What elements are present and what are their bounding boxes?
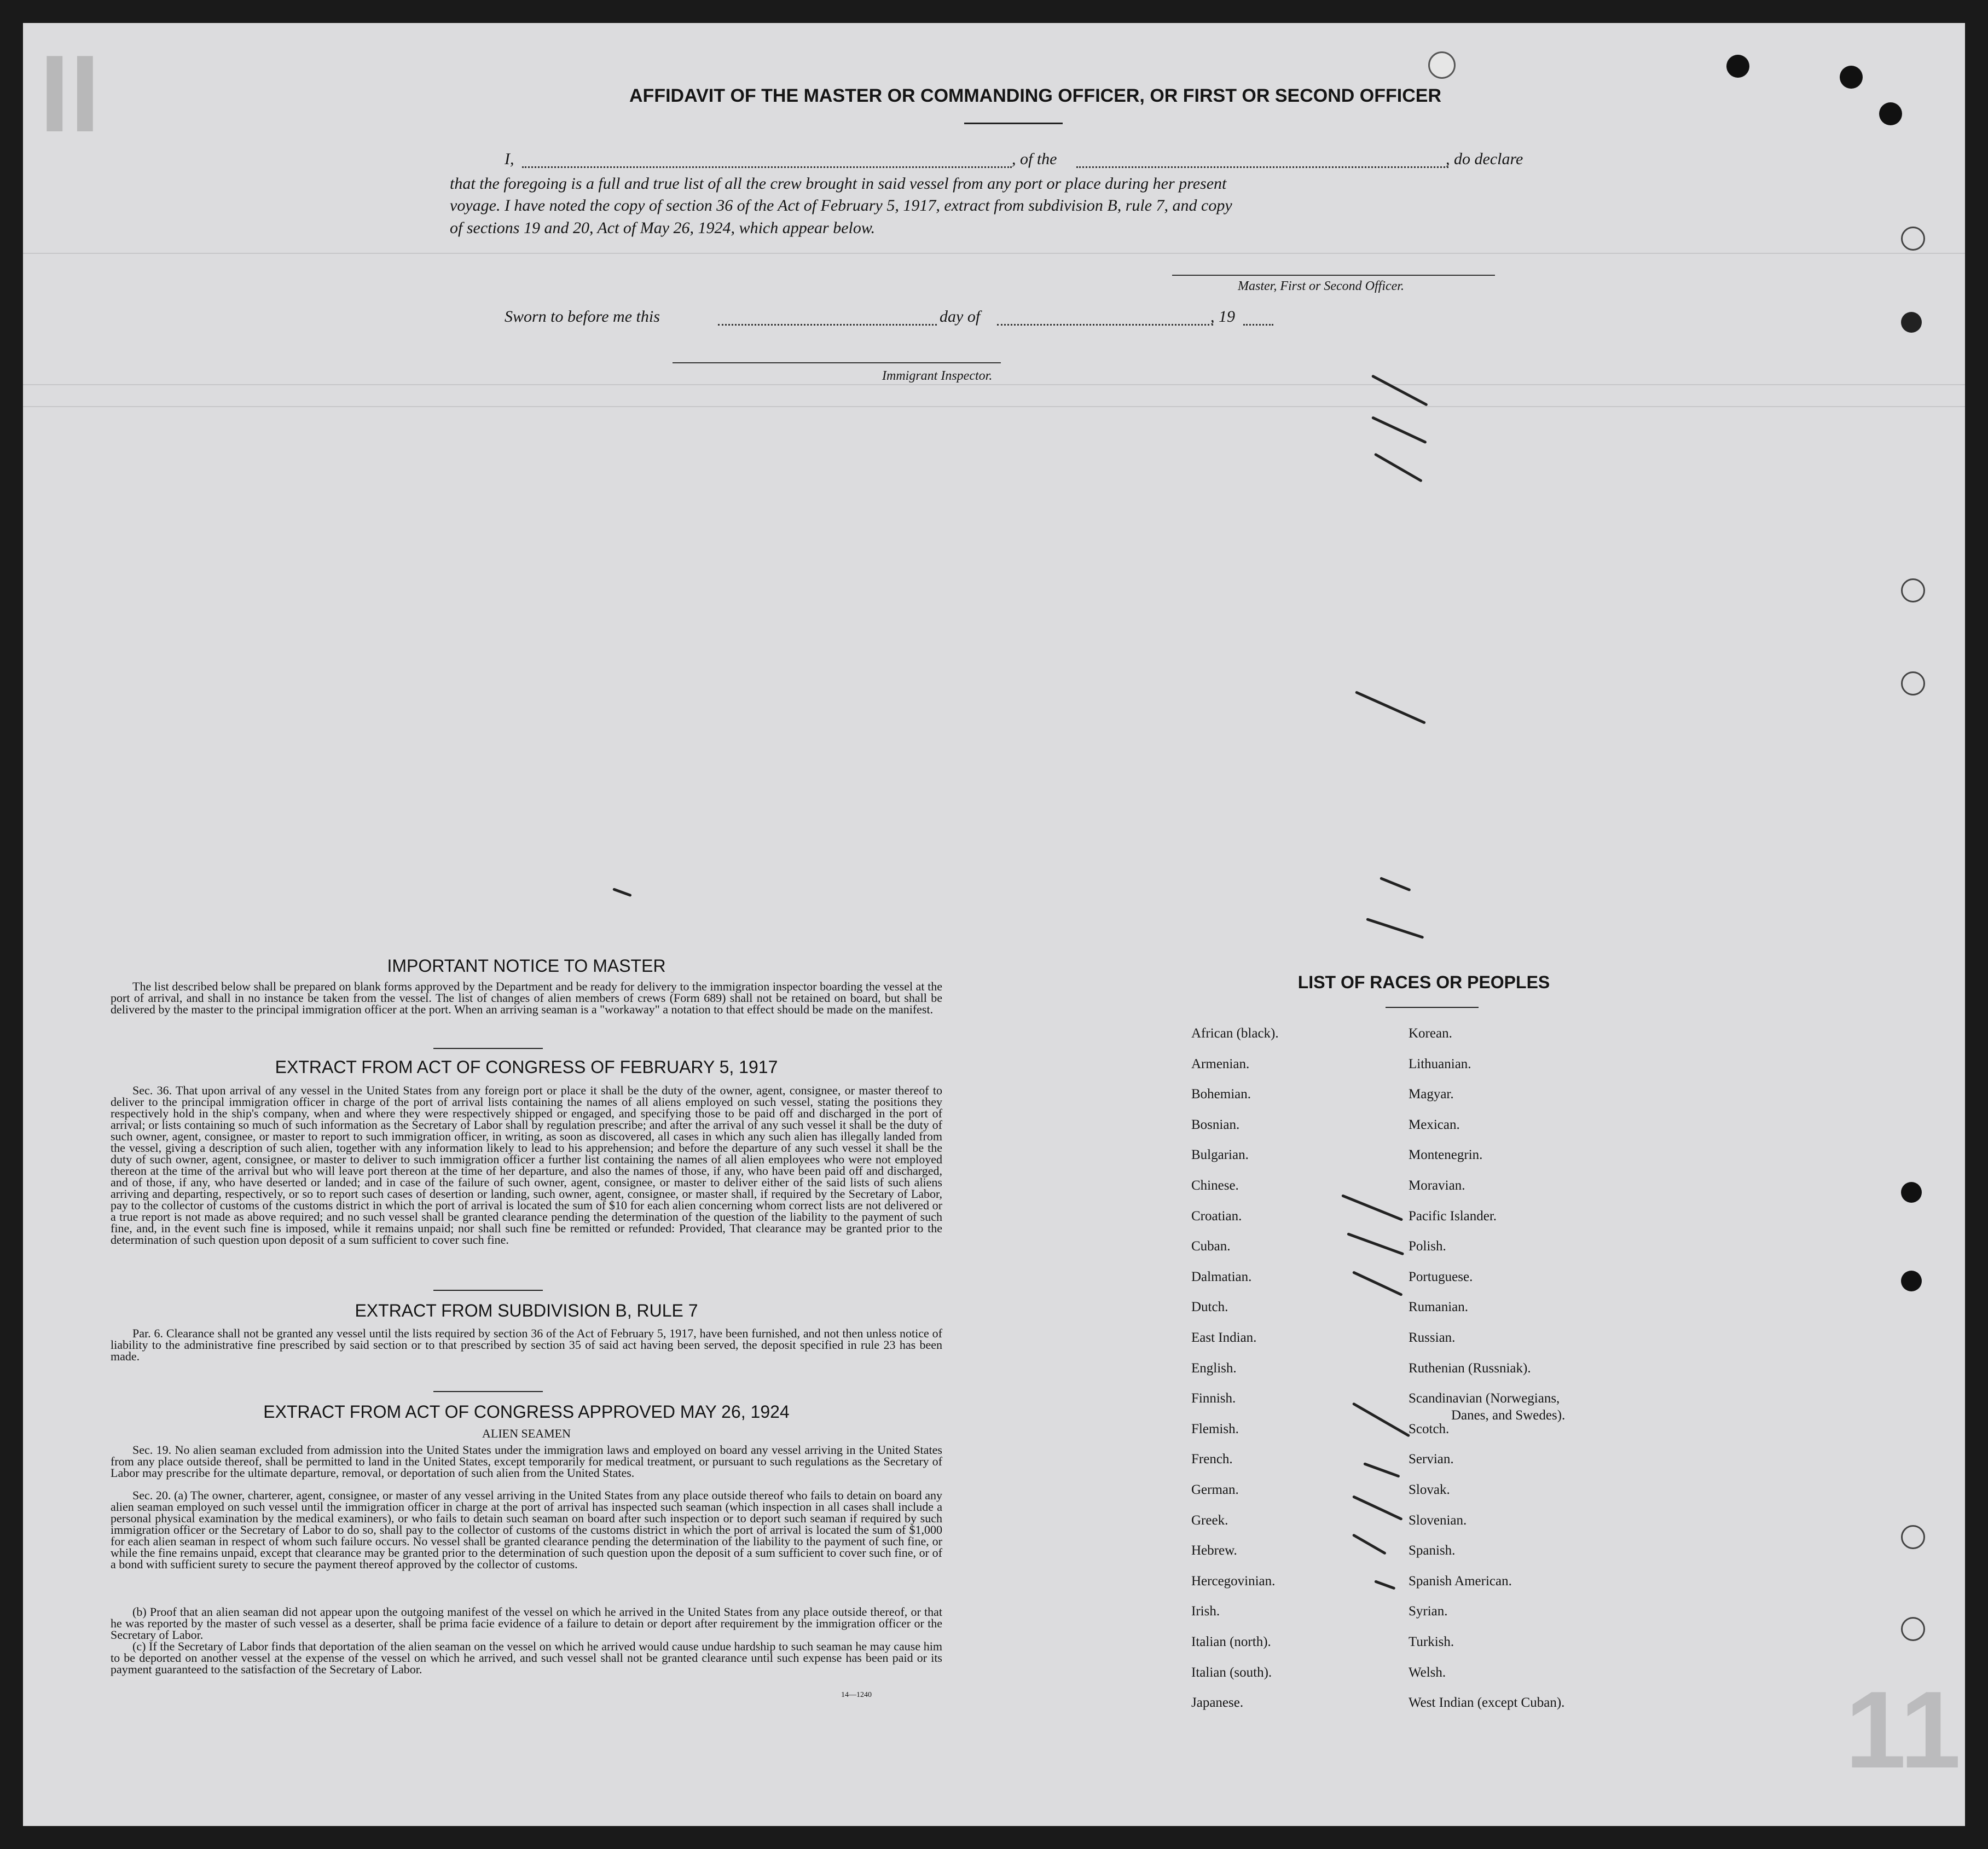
day-of-text: day of <box>940 308 981 326</box>
race-item: Ruthenian (Russniak). <box>1409 1361 1531 1376</box>
extract-1917-title: EXTRACT FROM ACT OF CONGRESS OF FEBRUARY 5, 1917 <box>275 1057 778 1077</box>
name-blank[interactable] <box>522 166 1012 168</box>
race-item: Pacific Islander. <box>1409 1209 1497 1224</box>
race-item: Spanish. <box>1409 1543 1456 1558</box>
race-item: Hercegovinian. <box>1191 1574 1276 1589</box>
affidavit-i: I, <box>505 150 514 168</box>
sworn-month-blank[interactable] <box>997 324 1213 326</box>
races-title: LIST OF RACES OR PEOPLES <box>1297 972 1550 992</box>
check-mark <box>1371 416 1427 444</box>
binder-hole <box>1901 1525 1925 1549</box>
inspector-label: Immigrant Inspector. <box>882 369 993 383</box>
check-mark <box>1355 691 1426 724</box>
race-item: Greek. <box>1191 1513 1228 1528</box>
notice-title: IMPORTANT NOTICE TO MASTER <box>387 956 666 976</box>
extract-1924-sec20c: (c) If the Secretary of Labor finds that deportation of the alien seaman on the vessel on which he arrived would cause undue hardship to such seaman he may cause him to be deported on another vessel at the expense of the vessel on which he arrived, and such vessel shall not be granted clearance until such expense has been paid or its payment guaranteed to the satisfaction of the Secretary of Labor. <box>111 1639 942 1676</box>
race-item: Spanish American. <box>1409 1574 1512 1589</box>
signature-blank[interactable] <box>1172 275 1495 276</box>
ghost-page-number: II <box>39 33 101 155</box>
race-item: Dutch. <box>1191 1300 1228 1314</box>
binder-hole <box>1726 55 1749 78</box>
extract-1924-title: EXTRACT FROM ACT OF CONGRESS APPROVED MAY 26, 1924 <box>263 1402 790 1422</box>
affidavit-of-the: , of the <box>1012 150 1057 168</box>
check-mark <box>612 888 632 897</box>
section-divider <box>433 1391 543 1392</box>
race-item: Russian. <box>1409 1330 1456 1345</box>
race-item: Portuguese. <box>1409 1270 1473 1284</box>
form-number: 14—1240 <box>841 1691 872 1699</box>
race-item: Cuban. <box>1191 1239 1231 1254</box>
race-scandinavian-continued: Danes, and Swedes). <box>1451 1408 1566 1423</box>
race-item: Servian. <box>1409 1452 1454 1467</box>
binder-hole <box>1840 66 1863 89</box>
race-item: Scotch. <box>1409 1422 1450 1436</box>
binder-hole <box>1901 312 1922 333</box>
race-item: French. <box>1191 1452 1233 1467</box>
check-mark <box>1363 1462 1400 1478</box>
race-item: Dalmatian. <box>1191 1270 1252 1284</box>
extract-1924-sec19: Sec. 19. No alien seaman excluded from admission into the United States under the immigration laws and employed on board any vessel arriving in the United States from any place outside thereof, shall be permitted to land in the United States, except temporarily for medical treatment, or pursuant to such regulations as the Secretary of Labor may prescribe for the ultimate departure, removal, or deportation of such alien from the United States. <box>111 1443 942 1480</box>
check-mark <box>1380 877 1411 891</box>
race-item: Magyar. <box>1409 1087 1454 1102</box>
ghost-rule <box>23 384 1965 385</box>
race-item: Bohemian. <box>1191 1087 1251 1102</box>
check-mark <box>1374 453 1423 482</box>
race-item: West Indian (except Cuban). <box>1409 1695 1565 1710</box>
affidavit-declare: , do declare <box>1446 150 1523 168</box>
binder-hole <box>1428 51 1456 79</box>
binder-hole <box>1901 227 1925 251</box>
race-item: Japanese. <box>1191 1695 1244 1710</box>
race-item: Scandinavian (Norwegians, <box>1409 1391 1560 1406</box>
race-item: Syrian. <box>1409 1604 1448 1619</box>
ghost-page-number-bottom: 11 <box>1845 1669 1961 1791</box>
check-mark <box>1352 1533 1387 1555</box>
ghost-rule <box>23 253 1965 254</box>
race-item: Slovenian. <box>1409 1513 1467 1528</box>
check-mark <box>1366 918 1424 939</box>
document-page <box>23 23 1965 1826</box>
binder-hole <box>1901 671 1925 695</box>
check-mark <box>1374 1580 1395 1590</box>
check-mark <box>1352 1495 1403 1521</box>
extract-1924-subtitle: ALIEN SEAMEN <box>482 1427 571 1440</box>
race-item: Italian (south). <box>1191 1665 1272 1680</box>
race-item: Turkish. <box>1409 1634 1454 1649</box>
races-title-rule <box>1386 1007 1479 1008</box>
binder-hole <box>1901 1617 1925 1641</box>
check-mark <box>1341 1194 1403 1221</box>
check-mark <box>1352 1402 1410 1437</box>
race-item: Flemish. <box>1191 1422 1239 1436</box>
race-item: Mexican. <box>1409 1117 1460 1132</box>
race-item: Korean. <box>1409 1026 1452 1041</box>
year-prefix: , 19 <box>1210 308 1235 326</box>
vessel-blank[interactable] <box>1076 166 1448 168</box>
race-item: Bulgarian. <box>1191 1147 1249 1162</box>
race-item: Welsh. <box>1409 1665 1446 1680</box>
section-divider <box>433 1048 543 1049</box>
binder-hole <box>1901 1271 1922 1291</box>
binder-hole <box>1879 102 1902 125</box>
race-item: Lithuanian. <box>1409 1057 1471 1071</box>
race-item: Finnish. <box>1191 1391 1236 1406</box>
check-mark <box>1371 374 1428 406</box>
affidavit-title: AFFIDAVIT OF THE MASTER OR COMMANDING OFFICER, OR FIRST OR SECOND OFFICER <box>629 85 1441 106</box>
race-item: Moravian. <box>1409 1178 1465 1193</box>
binder-hole <box>1901 578 1925 602</box>
race-item: English. <box>1191 1361 1237 1376</box>
extract-1917-body: Sec. 36. That upon arrival of any vessel in the United States from any foreign port or place it shall be the duty of the owner, agent, consignee, or master thereof to deliver to the principal immigration officer in charge of the port of arrival lists containing the names of all aliens employed on such vessel, stating the positions they respectively hold in the ship's company, when and where they were respectively shipped or engaged, and specifying those to be paid off and discharged in the port of arrival; or lists containing so much of such information as the Secretary of Labor shall by regulation prescribe; and after the arrival of any such vessel it shall be the duty of such owner, agent, consignee, or master to report to such immigration officer, in writing, as soon as discovered, all cases in which any such alien has illegally landed from the vessel, giving a description of such alien, together with any information likely to lead to his apprehension; and before the departure of any such vessel it shall be the duty of such owner, agent, consignee, or master to deliver to such immigration officer a further list containing the names of all alien employees who were not employed thereon at the time of the arrival but who will leave port thereon at the time of her departure, and also the names of those, if any, who have been paid off and discharged, and of those, if any, who have deserted or landed; and in case of the failure of such owner, agent, consignee, or master to deliver either of the said lists of such aliens arriving and departing, respectively, or so to report such cases of desertion or landing, such owner, agent, consignee, or master shall, if required by the Secretary of Labor, pay to the collector of customs of the customs district in which the port of arrival is located the sum of $10 for each alien concerning whom correct lists are not delivered or a true report is not made as above required; and no such vessel shall be granted clearance pending the determination of the question of the liability to the payment of such fine, and, in the event such fine is imposed, while it remains unpaid; nor shall such fine be remitted or refunded: Provided, That clearance may be granted prior to the determination of such question upon deposit of a sum sufficient to cover such fine. <box>111 1083 942 1247</box>
binder-hole <box>1901 1182 1922 1203</box>
extract-1924-sec20b: (b) Proof that an alien seaman did not appear upon the outgoing manifest of the vessel on which he arrived in the United States from any place outside thereof, or that he was reported by the master of such vessel as a deserter, shall be prima facie evidence of a failure to detain or deport after requirement by the immigration officer or the Secretary of Labor. <box>111 1605 942 1642</box>
inspector-signature-blank[interactable] <box>673 362 1001 363</box>
affidavit-line-2: that the foregoing is a full and true list of all the crew brought in said vessel from any port or place during her present <box>450 175 1227 193</box>
rule7-body: Par. 6. Clearance shall not be granted any vessel until the lists required by section 36 of the Act of February 5, 1917, have been furnished, and not then unless notice of liability to the administrative fine prescribed by said section or to that prescribed by section 35 of said act having been served, the deposit specified in rule 23 has been made. <box>111 1326 942 1363</box>
race-item: Hebrew. <box>1191 1543 1237 1558</box>
affidavit-title-rule <box>964 123 1063 124</box>
check-mark <box>1347 1232 1404 1255</box>
race-item: Chinese. <box>1191 1178 1239 1193</box>
affidavit-line-4: of sections 19 and 20, Act of May 26, 1924, which appear below. <box>450 219 876 237</box>
ghost-rule <box>23 406 1965 407</box>
notice-body: The list described below shall be prepared on blank forms approved by the Department and be ready for delivery to the immigration inspector boarding the vessel at the port of arrival, and shall in no instance be taken from the vessel. The list of changes of alien members of crews (Form 689) shall not be retained on board, but shall be delivered by the master to the principal immigration officer at the port. When an arriving seaman is a "workaway" a notation to that effect should be made on the manifest. <box>111 979 942 1016</box>
race-item: Rumanian. <box>1409 1300 1469 1314</box>
rule7-title: EXTRACT FROM SUBDIVISION B, RULE 7 <box>355 1301 698 1320</box>
race-item: Slovak. <box>1409 1482 1450 1497</box>
sworn-text: Sworn to before me this <box>505 308 660 326</box>
signer-label: Master, First or Second Officer. <box>1238 279 1404 293</box>
race-item: German. <box>1191 1482 1239 1497</box>
race-item: Polish. <box>1409 1239 1446 1254</box>
race-item: Armenian. <box>1191 1057 1250 1071</box>
race-item: East Indian. <box>1191 1330 1257 1345</box>
race-item: Bosnian. <box>1191 1117 1240 1132</box>
check-mark <box>1352 1271 1403 1296</box>
extract-1924-sec20a: Sec. 20. (a) The owner, charterer, agent, consignee, or master of any vessel arriving in the United States from any place outside thereof who fails to detain on board any alien seaman employed on such vessel until the immigration officer in charge at the port of arrival has inspected such seaman (which inspection in all cases shall include a personal physical examination by the medical examiners), or who fails to detain such seaman on board after such inspection or to deport such seaman if required by such immigration officer or the Secretary of Labor to do so, shall pay to the collector of customs of the customs district in which the port of arrival is located the sum of $1,000 for each alien seaman in respect of whom such failure occurs. No vessel shall be granted clearance pending the determination of the liability to the payment of such fine, or while the fine remains unpaid, except that clearance may be granted prior to the determination of such question upon the deposit of a sum sufficient to cover such fine, or of a bond with sufficient surety to secure the payment thereof approved by the collector of customs. <box>111 1488 942 1571</box>
sworn-day-blank[interactable] <box>718 324 937 326</box>
race-item: Irish. <box>1191 1604 1220 1619</box>
affidavit-line-3: voyage. I have noted the copy of section 36 of the Act of February 5, 1917, extract from subdivision B, rule 7, and copy <box>450 196 1232 215</box>
section-divider <box>433 1290 543 1291</box>
race-item: Italian (north). <box>1191 1634 1271 1649</box>
race-item: African (black). <box>1191 1026 1279 1041</box>
race-item: Croatian. <box>1191 1209 1242 1224</box>
sworn-year-blank[interactable] <box>1243 324 1273 326</box>
race-item: Montenegrin. <box>1409 1147 1483 1162</box>
